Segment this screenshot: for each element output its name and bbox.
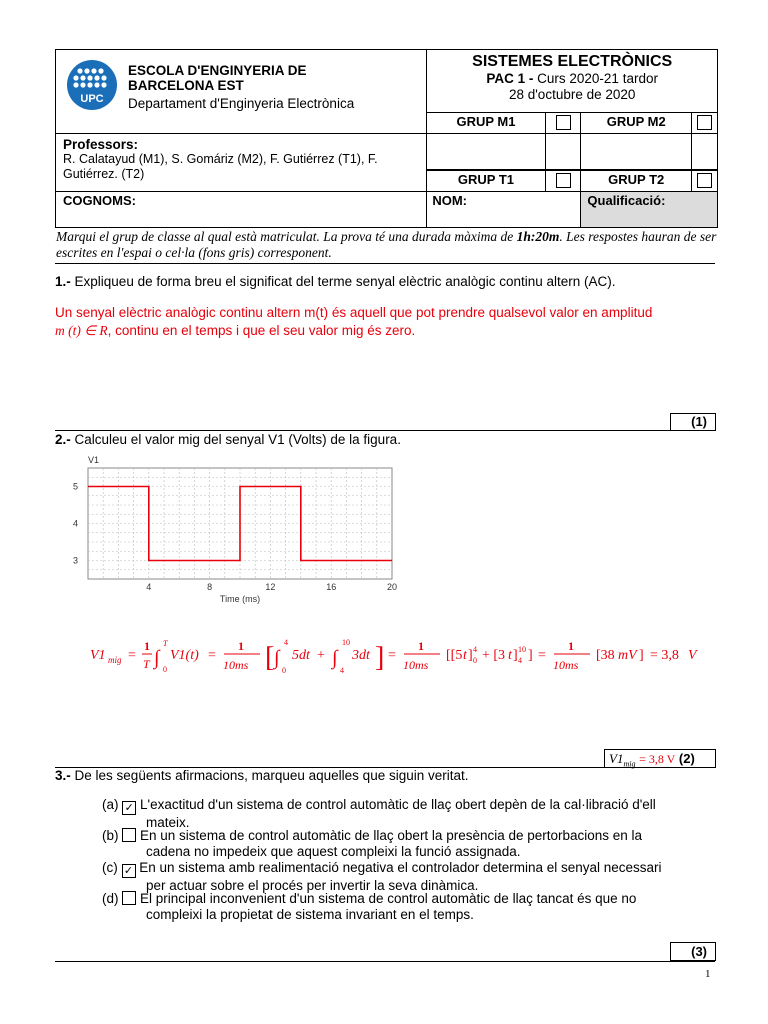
svg-text:5dt: 5dt (292, 648, 310, 663)
svg-text:]: ] (639, 648, 644, 663)
q3-option-d (102, 891, 722, 923)
chart-x-tick-label: 20 (386, 582, 398, 592)
v1-chart (72, 450, 400, 610)
svg-text:[[5: [[5 (446, 648, 463, 663)
svg-text:]: ] (375, 642, 385, 673)
q2-prompt (55, 432, 401, 447)
svg-text:∫: ∫ (154, 647, 160, 669)
q3-text: De les següents afirmacions, marqueu aquelles que siguin veritat. (74, 768, 469, 783)
group-m2-label: GRUP M2 (581, 113, 692, 134)
svg-text:=: = (388, 648, 396, 663)
divider-bottom (55, 961, 715, 962)
q3-score: (3) (691, 944, 707, 959)
svg-text:4: 4 (340, 666, 344, 675)
q3-score-box (670, 942, 716, 961)
q3-option-a-line1: L'exactitud d'un sistema de control automàtic de llaç obert depèn de la cal·libració d'ell (140, 797, 656, 812)
group-t2-cell (692, 171, 718, 192)
q3-option-b (102, 828, 722, 860)
svg-text:10: 10 (518, 645, 526, 654)
group-m1-checkbox[interactable] (556, 115, 571, 130)
name-field[interactable] (427, 192, 581, 228)
svg-text:T: T (163, 639, 168, 648)
instructions-text-2: . Les respostes hauran de ser escrites en l'espai o cel·la (fons gris) corresponent. (56, 229, 717, 260)
group-m1-label: GRUP M1 (427, 113, 545, 134)
q2-answer-value: = 3,8 V (639, 752, 676, 766)
q1-number: 1.- (55, 274, 71, 289)
q1-answer-math: m (t) ∈ R (55, 323, 108, 338)
q2-answer-label: V1 (609, 751, 624, 766)
svg-text:+ [3: + [3 (482, 648, 506, 663)
grade-label: Qualificació: (587, 193, 666, 208)
svg-text:0: 0 (473, 656, 477, 665)
q3-number: 3.- (55, 768, 71, 783)
chart-y-tick-label: 4 (72, 518, 78, 529)
q2-answer-sub: mig (623, 759, 636, 769)
school-name-line2: BARCELONA EST (128, 78, 244, 93)
svg-text:= 3,8: = 3,8 (650, 648, 679, 663)
professors-label: Professors: (63, 137, 139, 152)
divider-q1 (55, 430, 715, 431)
group-m2-cell (692, 113, 718, 134)
group-t1-checkbox[interactable] (556, 173, 571, 188)
chart-x-tick-label: 12 (265, 582, 276, 592)
q3-option-b-checkbox[interactable] (122, 828, 136, 842)
q3-option-c (102, 860, 722, 894)
svg-text:1: 1 (238, 639, 244, 653)
q2-text: Calculeu el valor mig del senyal V1 (Volts) de la figura. (74, 432, 401, 447)
svg-text:V1: V1 (90, 648, 106, 663)
q2-formula-render (90, 632, 700, 680)
chart-ticks (73, 482, 397, 593)
school-name-line1: ESCOLA D'ENGINYERIA DE (128, 63, 307, 78)
q3-option-b-line1: En un sistema de control automàtic de llaç obert la presència de pertorbacions en la (140, 828, 643, 843)
q3-option-c-line1: En un sistema amb realimentació negativa el controlador determina el senyal necessari (139, 860, 662, 875)
svg-text:1: 1 (144, 639, 150, 653)
department-name: Departament d'Enginyeria Electrònica (128, 96, 355, 111)
svg-text:0: 0 (282, 666, 286, 675)
professors-list: R. Calatayud (M1), S. Gomáriz (M2), F. Gutiérrez (T1), F. Gutiérrez. (T2) (63, 152, 378, 181)
svg-text:+: + (317, 648, 325, 663)
instructions (56, 229, 718, 261)
group-t2-label: GRUP T2 (581, 171, 692, 192)
svg-text:V: V (688, 648, 697, 663)
professors-cell (56, 134, 427, 192)
q2-answer-box (604, 749, 716, 768)
header-table (55, 49, 718, 228)
chart-xlabel: Time (ms) (219, 594, 261, 604)
q3-option-a (102, 797, 722, 831)
svg-text:4: 4 (518, 656, 522, 665)
exam-date: 28 d'octubre de 2020 (508, 87, 636, 102)
q3-option-d-checkbox[interactable] (122, 891, 136, 905)
svg-text:1: 1 (568, 639, 574, 653)
svg-text:mV: mV (618, 648, 637, 663)
svg-text:UPC: UPC (80, 93, 104, 105)
grade-field (581, 192, 718, 228)
svg-text:∫: ∫ (274, 647, 280, 669)
svg-text:[: [ (265, 642, 275, 673)
group-m2-checkbox[interactable] (697, 115, 712, 130)
course-cell (427, 50, 718, 113)
instructions-text-1: Marqui el grup de classe al qual està matriculat. La prova té una durada màxima de (56, 229, 514, 244)
svg-text:=: = (208, 648, 216, 663)
svg-text:1: 1 (418, 639, 424, 653)
group-t1-cell (545, 171, 581, 192)
q3-prompt (55, 768, 469, 783)
q3-option-a-line2: mateix. (146, 815, 190, 830)
q3-option-d-line1: El principal inconvenient d'un sistema de control automàtic de llaç tancat és que no (140, 891, 637, 906)
q1-text: Expliqueu de forma breu el significat del terme senyal elèctric analògic continu altern (AC). (74, 274, 616, 289)
q3-option-a-checkbox[interactable]: ✓ (122, 801, 136, 815)
chart-title: V1 (88, 455, 100, 465)
q1-answer-line1: Un senyal elèctric analògic continu altern m(t) és aquell que pot prendre qualsevol valor en amplitud (55, 305, 653, 320)
svg-text:V1(t): V1(t) (170, 648, 199, 663)
q1-score: (1) (691, 414, 707, 429)
svg-text:t: t (463, 648, 467, 663)
surnames-field[interactable] (56, 192, 427, 228)
svg-text:10ms: 10ms (553, 658, 579, 672)
q3-option-c-letter: (c) (102, 860, 118, 875)
q3-option-d-letter: (d) (102, 891, 119, 906)
q1-score-box (670, 413, 716, 431)
q3-option-d-line2: compleixi la propietat de sistema invariant en el temps. (146, 907, 474, 922)
q3-option-b-line2: cadena no impedeix que aquest compleixi la funció assignada. (146, 844, 521, 859)
svg-text:mig: mig (108, 655, 122, 665)
surnames-label: COGNOMS: (63, 193, 136, 208)
q2-formula (90, 632, 700, 680)
page-number: 1 (705, 968, 711, 980)
pac-label: PAC 1 - (486, 71, 534, 86)
chart-y-tick-label: 3 (72, 555, 78, 566)
instructions-duration: 1h:20m (516, 229, 560, 244)
svg-text:10: 10 (342, 638, 350, 647)
svg-text:]: ] (468, 648, 473, 663)
svg-text:=: = (538, 648, 546, 663)
svg-text:10ms: 10ms (403, 658, 429, 672)
q1-prompt (55, 274, 616, 289)
svg-text:]: ] (528, 648, 533, 663)
svg-text:=: = (128, 648, 136, 663)
q2-number: 2.- (55, 432, 71, 447)
q3-option-b-letter: (b) (102, 828, 119, 843)
group-t2-checkbox[interactable] (697, 173, 712, 188)
q3-option-a-letter: (a) (102, 797, 119, 812)
q2-score: (2) (678, 751, 695, 766)
chart-x-tick-label: 16 (326, 582, 337, 592)
chart-x-tick-label: 8 (207, 582, 213, 592)
svg-text:∫: ∫ (332, 647, 338, 669)
chart-x-tick-label: 4 (146, 582, 152, 592)
svg-text:t: t (508, 648, 512, 663)
svg-text:4: 4 (284, 638, 288, 647)
school-cell (56, 50, 427, 134)
svg-text:T: T (143, 657, 150, 671)
name-label: NOM: (432, 193, 468, 208)
svg-text:[38: [38 (596, 648, 615, 663)
svg-text:0: 0 (163, 665, 167, 674)
q3-option-c-line2: per actuar sobre el procés per invertir la seva dinàmica. (146, 878, 479, 893)
svg-text:]: ] (513, 648, 518, 663)
group-t1-label: GRUP T1 (427, 171, 545, 192)
svg-text:3dt: 3dt (352, 648, 370, 663)
svg-text:4: 4 (473, 645, 477, 654)
course-term: Curs 2020-21 tardor (537, 71, 658, 86)
course-title: SISTEMES ELECTRÒNICS (472, 53, 673, 70)
group-m1-cell (545, 113, 581, 134)
q3-option-c-checkbox[interactable]: ✓ (122, 864, 136, 878)
upc-logo (66, 59, 118, 111)
svg-text:10ms: 10ms (223, 658, 249, 672)
chart-y-tick-label: 5 (72, 481, 78, 492)
divider-top (55, 263, 715, 264)
q1-answer-line2: , continu en el temps i que el seu valor mig és zero. (107, 323, 416, 338)
q1-answer (55, 304, 715, 340)
